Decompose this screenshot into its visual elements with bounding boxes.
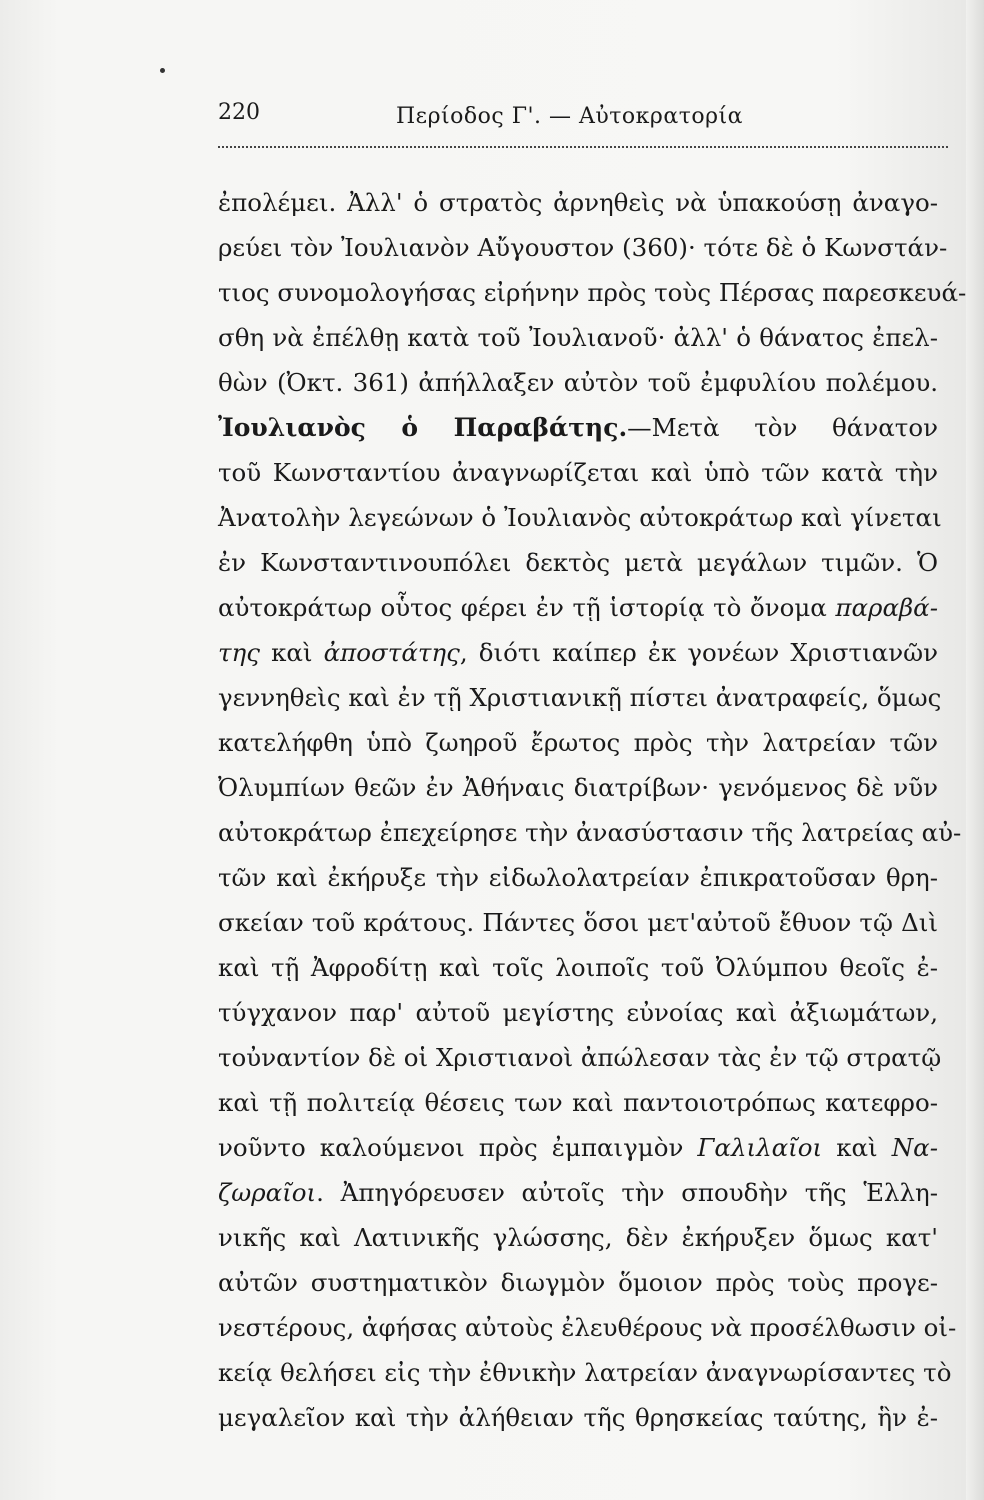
text-line: νικῆς καὶ Λατινικῆς γλώσσης, δὲν ἐκήρυξεν ὅμως κατ' — [218, 1223, 938, 1252]
page-number: 220 — [218, 100, 260, 125]
italic-term: Γαλιλαῖοι — [697, 1133, 823, 1162]
text-run: —Μετὰ τὸν θάνατον — [627, 413, 938, 442]
text-line: τοὐναντίον δὲ οἱ Χριστιανοὶ ἀπώλεσαν τὰς ἐν τῷ στρατῷ — [218, 1043, 942, 1072]
text-line: τῶν καὶ ἐκήρυξε τὴν εἰδωλολατρείαν ἐπικρατοῦσαν θρη- — [218, 863, 938, 892]
header-rule — [218, 146, 948, 148]
text-line: γεννηθεὶς καὶ ἐν τῇ Χριστιανικῇ πίστει ἀνατραφείς, ὅμως — [218, 683, 942, 712]
text-line: καὶ τῇ πολιτείᾳ θέσεις των καὶ παντοιοτρόπως κατεφρο- — [218, 1088, 938, 1117]
text-line: κείᾳ θελήσει εἰς τὴν ἐθνικὴν λατρείαν ἀναγνωρίσαντες τὸ — [218, 1358, 952, 1387]
text-line: μεγαλεῖον καὶ τὴν ἀλήθειαν τῆς θρησκείας ταύτης, ἣν ἐ- — [218, 1403, 938, 1432]
text-run: νοῦντο καλούμενοι πρὸς ἐμπαιγμὸν — [218, 1133, 698, 1162]
text-line: Ὀλυμπίων θεῶν ἐν Ἀθήναις διατρίβων· γενόμενος δὲ νῦν — [218, 773, 938, 802]
text-line: αὐτοκράτωρ ἐπεχείρησε τὴν ἀνασύστασιν τῆς λατρείας αὐ- — [218, 818, 962, 847]
text-run: καὶ — [822, 1133, 892, 1162]
text-line: σθη νὰ ἐπέλθῃ κατὰ τοῦ Ἰουλιανοῦ· ἀλλ' ὁ θάνατος ἐπελ- — [218, 323, 938, 352]
text-line: αὐτῶν συστηματικὸν διωγμὸν ὅμοιον πρὸς τοὺς προγε- — [218, 1268, 938, 1297]
text-line: Ἀνατολὴν λεγεώνων ὁ Ἰουλιανὸς αὐτοκράτωρ καὶ γίνεται — [218, 503, 942, 532]
text-run: . Ἀπηγόρευσεν αὐτοῖς τὴν σπουδὴν τῆς Ἑλλη- — [316, 1178, 938, 1207]
section-heading-line — [218, 405, 938, 450]
italic-term: της — [218, 638, 260, 667]
text-line: ἐπολέμει. Ἀλλ' ὁ στρατὸς ἀρνηθεὶς νὰ ὑπακούσῃ ἀναγο- — [218, 188, 938, 217]
section-heading: Ἰουλιανὸς ὁ Παραβάτης. — [218, 413, 628, 442]
text-line — [218, 1125, 938, 1170]
text-line: τύγχανον παρ' αὐτοῦ μεγίστης εὐνοίας καὶ ἀξιωμάτων, — [218, 998, 938, 1027]
running-title: Περίοδος Γ'. — Αὐτοκρατορία — [396, 104, 744, 129]
text-line — [218, 630, 938, 675]
text-line: τιος συνομολογήσας εἰρήνην πρὸς τοὺς Πέρσας παρεσκευά- — [218, 278, 967, 307]
italic-term: Να- — [891, 1133, 938, 1162]
main-text — [218, 180, 967, 1440]
text-line: θὼν (Ὀκτ. 361) ἀπήλλαξεν αὐτὸν τοῦ ἐμφυλίου πολέμου. — [218, 368, 938, 397]
text-line: νεστέρους, ἀφήσας αὐτοὺς ἐλευθέρους νὰ προσέλθωσιν οἰ- — [218, 1313, 957, 1342]
text-run: , διότι καίπερ ἐκ γονέων Χριστιανῶν — [459, 638, 938, 667]
text-line — [218, 1170, 938, 1215]
italic-term: παραβά- — [835, 593, 938, 622]
text-line: ἐν Κωνσταντινουπόλει δεκτὸς μετὰ μεγάλων τιμῶν. Ὁ — [218, 548, 938, 577]
text-line: καὶ τῇ Ἀφροδίτῃ καὶ τοῖς λοιποῖς τοῦ Ὀλύμπου θεοῖς ἐ- — [218, 953, 938, 982]
text-run: αὐτοκράτωρ οὗτος φέρει ἐν τῇ ἱστορίᾳ τὸ ὄνομα — [218, 593, 836, 622]
page-header — [218, 100, 948, 144]
ink-speck — [160, 68, 165, 73]
text-line — [218, 585, 938, 630]
text-line: κατελήφθη ὑπὸ ζωηροῦ ἔρωτος πρὸς τὴν λατρείαν τῶν — [218, 728, 938, 757]
text-line: ρεύει τὸν Ἰουλιανὸν Αὔγουστον (360)· τότε δὲ ὁ Κωνστάν- — [218, 233, 948, 262]
text-line: σκείαν τοῦ κράτους. Πάντες ὅσοι μετ'αὐτοῦ ἔθυον τῷ Διὶ — [218, 908, 938, 937]
italic-term: ζωραῖοι — [218, 1178, 317, 1207]
text-line: τοῦ Κωνσταντίου ἀναγνωρίζεται καὶ ὑπὸ τῶν κατὰ τὴν — [218, 458, 938, 487]
page-edge-shadow — [966, 0, 984, 1500]
text-run: καὶ — [259, 638, 324, 667]
italic-term: ἀποστάτης — [323, 638, 460, 667]
